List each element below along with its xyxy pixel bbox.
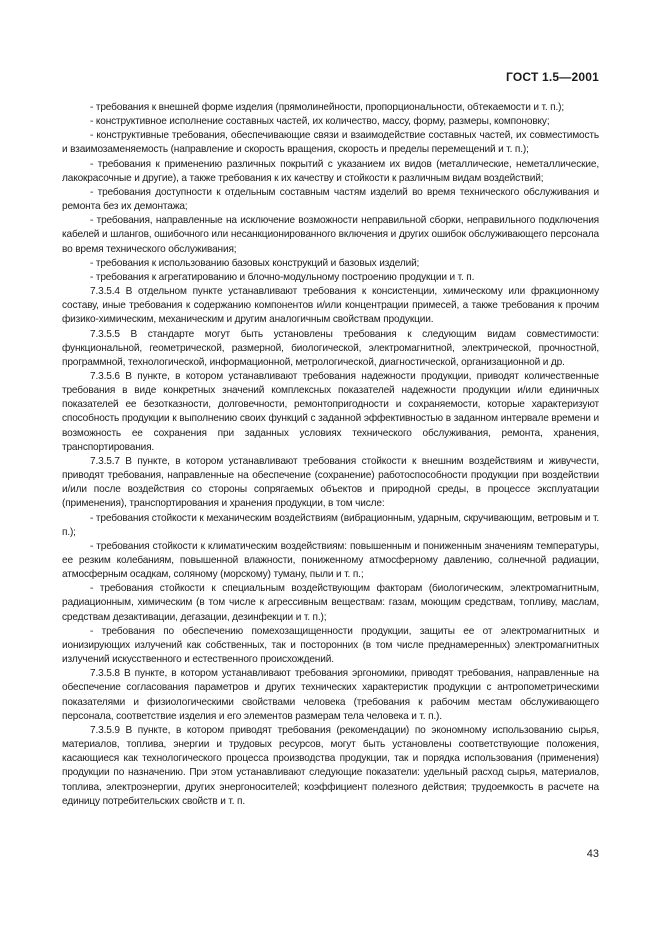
paragraph: - требования, направленные на исключение возможности неправильной сборки, неправильного подключения кабелей и шлангов, ошибочного или несанкционированного включения и других ошибок обслуживающего персонала во время технического обслуживания; <box>62 215 599 255</box>
paragraph: 7.3.5.6 В пункте, в котором устанавливают требования надежности продукции, приводят количественные требования в виде конкретных значений комплексных показателей надежности продукции и/или единичных показателей ее безотказности, долговечности, ремонтопригодности и сохраняемости, которые характеризуют способность продукции к выполнению своих функций с заданной эффективностью в заданном интервале времени и возможность ее сохранения при заданных условиях технического обслуживания, ремонта, хранения, транспортирования. <box>62 370 599 453</box>
paragraph: 7.3.5.8 В пункте, в котором устанавливают требования эргономики, приводят требования, направленные на обеспечение согласования параметров и других технических характеристик продукции с антропометрическими показателями и физиологическими свойствами человека (требования к рабочим местам обслуживающего персонала, соответствие изделия и его элементов размерам тела человека и т. п.). <box>62 668 599 722</box>
paragraph: - требования к применению различных покрытий с указанием их видов (металлические, неметаллические, лакокрасочные и другие), а также требования к их качеству и стойкости к различным видам воздействий; <box>62 158 599 184</box>
paragraph: - требования стойкости к механическим воздействиям (вибрационным, ударным, скручивающим, ветровым и т. п.); <box>62 512 599 538</box>
paragraph: - требования стойкости к климатическим воздействиям: повышенным и пониженным значениям температуры, ее резким колебаниям, повышенной влажности, пониженному атмосферному давлению, солнечной радиации, атмосферным осадкам, соляному (морскому) туману, пыли и т. п.; <box>62 540 599 581</box>
paragraph: 7.3.5.9 В пункте, в котором приводят требования (рекомендации) по экономному использованию сырья, материалов, топлива, энергии и трудовых ресурсов, могут быть установлены соответствующие положения, касающиеся как технологического процесса производства продукции, так и порядка использования (применения) продукции по назначению. При этом устанавливают следующие показатели: удельный расход сырья, материалов, топлива, электроэнергии, других энергоносителей; коэффициент полезного действия; трудоемкость в расчете на единицу потребительских свойств и т. п. <box>62 724 599 807</box>
paragraph: 7.3.5.7 В пункте, в котором устанавливают требования стойкости к внешним воздействиям и живучести, приводят требования, направленные на обеспечение (сохранение) работоспособности продукции при воздействии и/или после воздействия со стороны сопрягаемых объектов и природной среды, в процессе эксплуатации (применения), транспортирования и хранения продукции, в том числе: <box>62 455 599 510</box>
paragraph: - конструктивные требования, обеспечивающие связи и взаимодействие составных частей, их совместимость и взаимозаменяемость (направление и скорость вращения, скорость и пределы перемещений и т. п.); <box>62 130 599 156</box>
paragraph: 7.3.5.4 В отдельном пункте устанавливают требования к консистенции, химическому или фракционному составу, иные требования к содержанию компонентов и/или концентрации примесей, а также требования к прочим физико-химическим, механическим и другим аналогичным свойствам продукции. <box>62 286 599 326</box>
standard-header: ГОСТ 1.5—2001 <box>506 70 599 84</box>
paragraph: - требования к внешней форме изделия (прямолинейности, пропорциональности, обтекаемости и т. п.); <box>90 102 564 113</box>
paragraph: - требования по обеспечению помехозащищенности продукции, защиты ее от электромагнитных и ионизирующих излучений как собственных, так и посторонних (в том числе преднамеренных) электромагнитных излучений искусственного и естественного происхождений. <box>62 625 599 666</box>
paragraph: - конструктивное исполнение составных частей, их количество, массу, форму, размеры, компоновку; <box>90 116 550 128</box>
paragraph: - требования к использованию базовых конструкций и базовых изделий; <box>90 257 420 269</box>
paragraph: - требования доступности к отдельным составным частям изделий во время технического обслуживания и ремонта без их демонтажа; <box>62 186 599 213</box>
paragraph: - требования к агрегатированию и блочно-модульному построению продукции и т. п. <box>90 271 475 283</box>
document-body <box>62 101 599 809</box>
paragraph: 7.3.5.5 В стандарте могут быть установлены требования к следующим видам совместимости: функциональной, геометрической, размерной, биологической, электромагнитной, электрической, прочностной, программной, технологической, информационной, метрологической, диагностической, организационной и др. <box>62 328 599 368</box>
page-number: 43 <box>586 848 599 860</box>
paragraph: - требования стойкости к специальным воздействующим факторам (биологическим, электромагнитным, радиационным, химическим (в том числе к агрессивным веществам: газам, моющим средствам, топливу, маслам, средствам дезактивации, дегазации, дезинфекции и т. п.); <box>62 583 599 623</box>
